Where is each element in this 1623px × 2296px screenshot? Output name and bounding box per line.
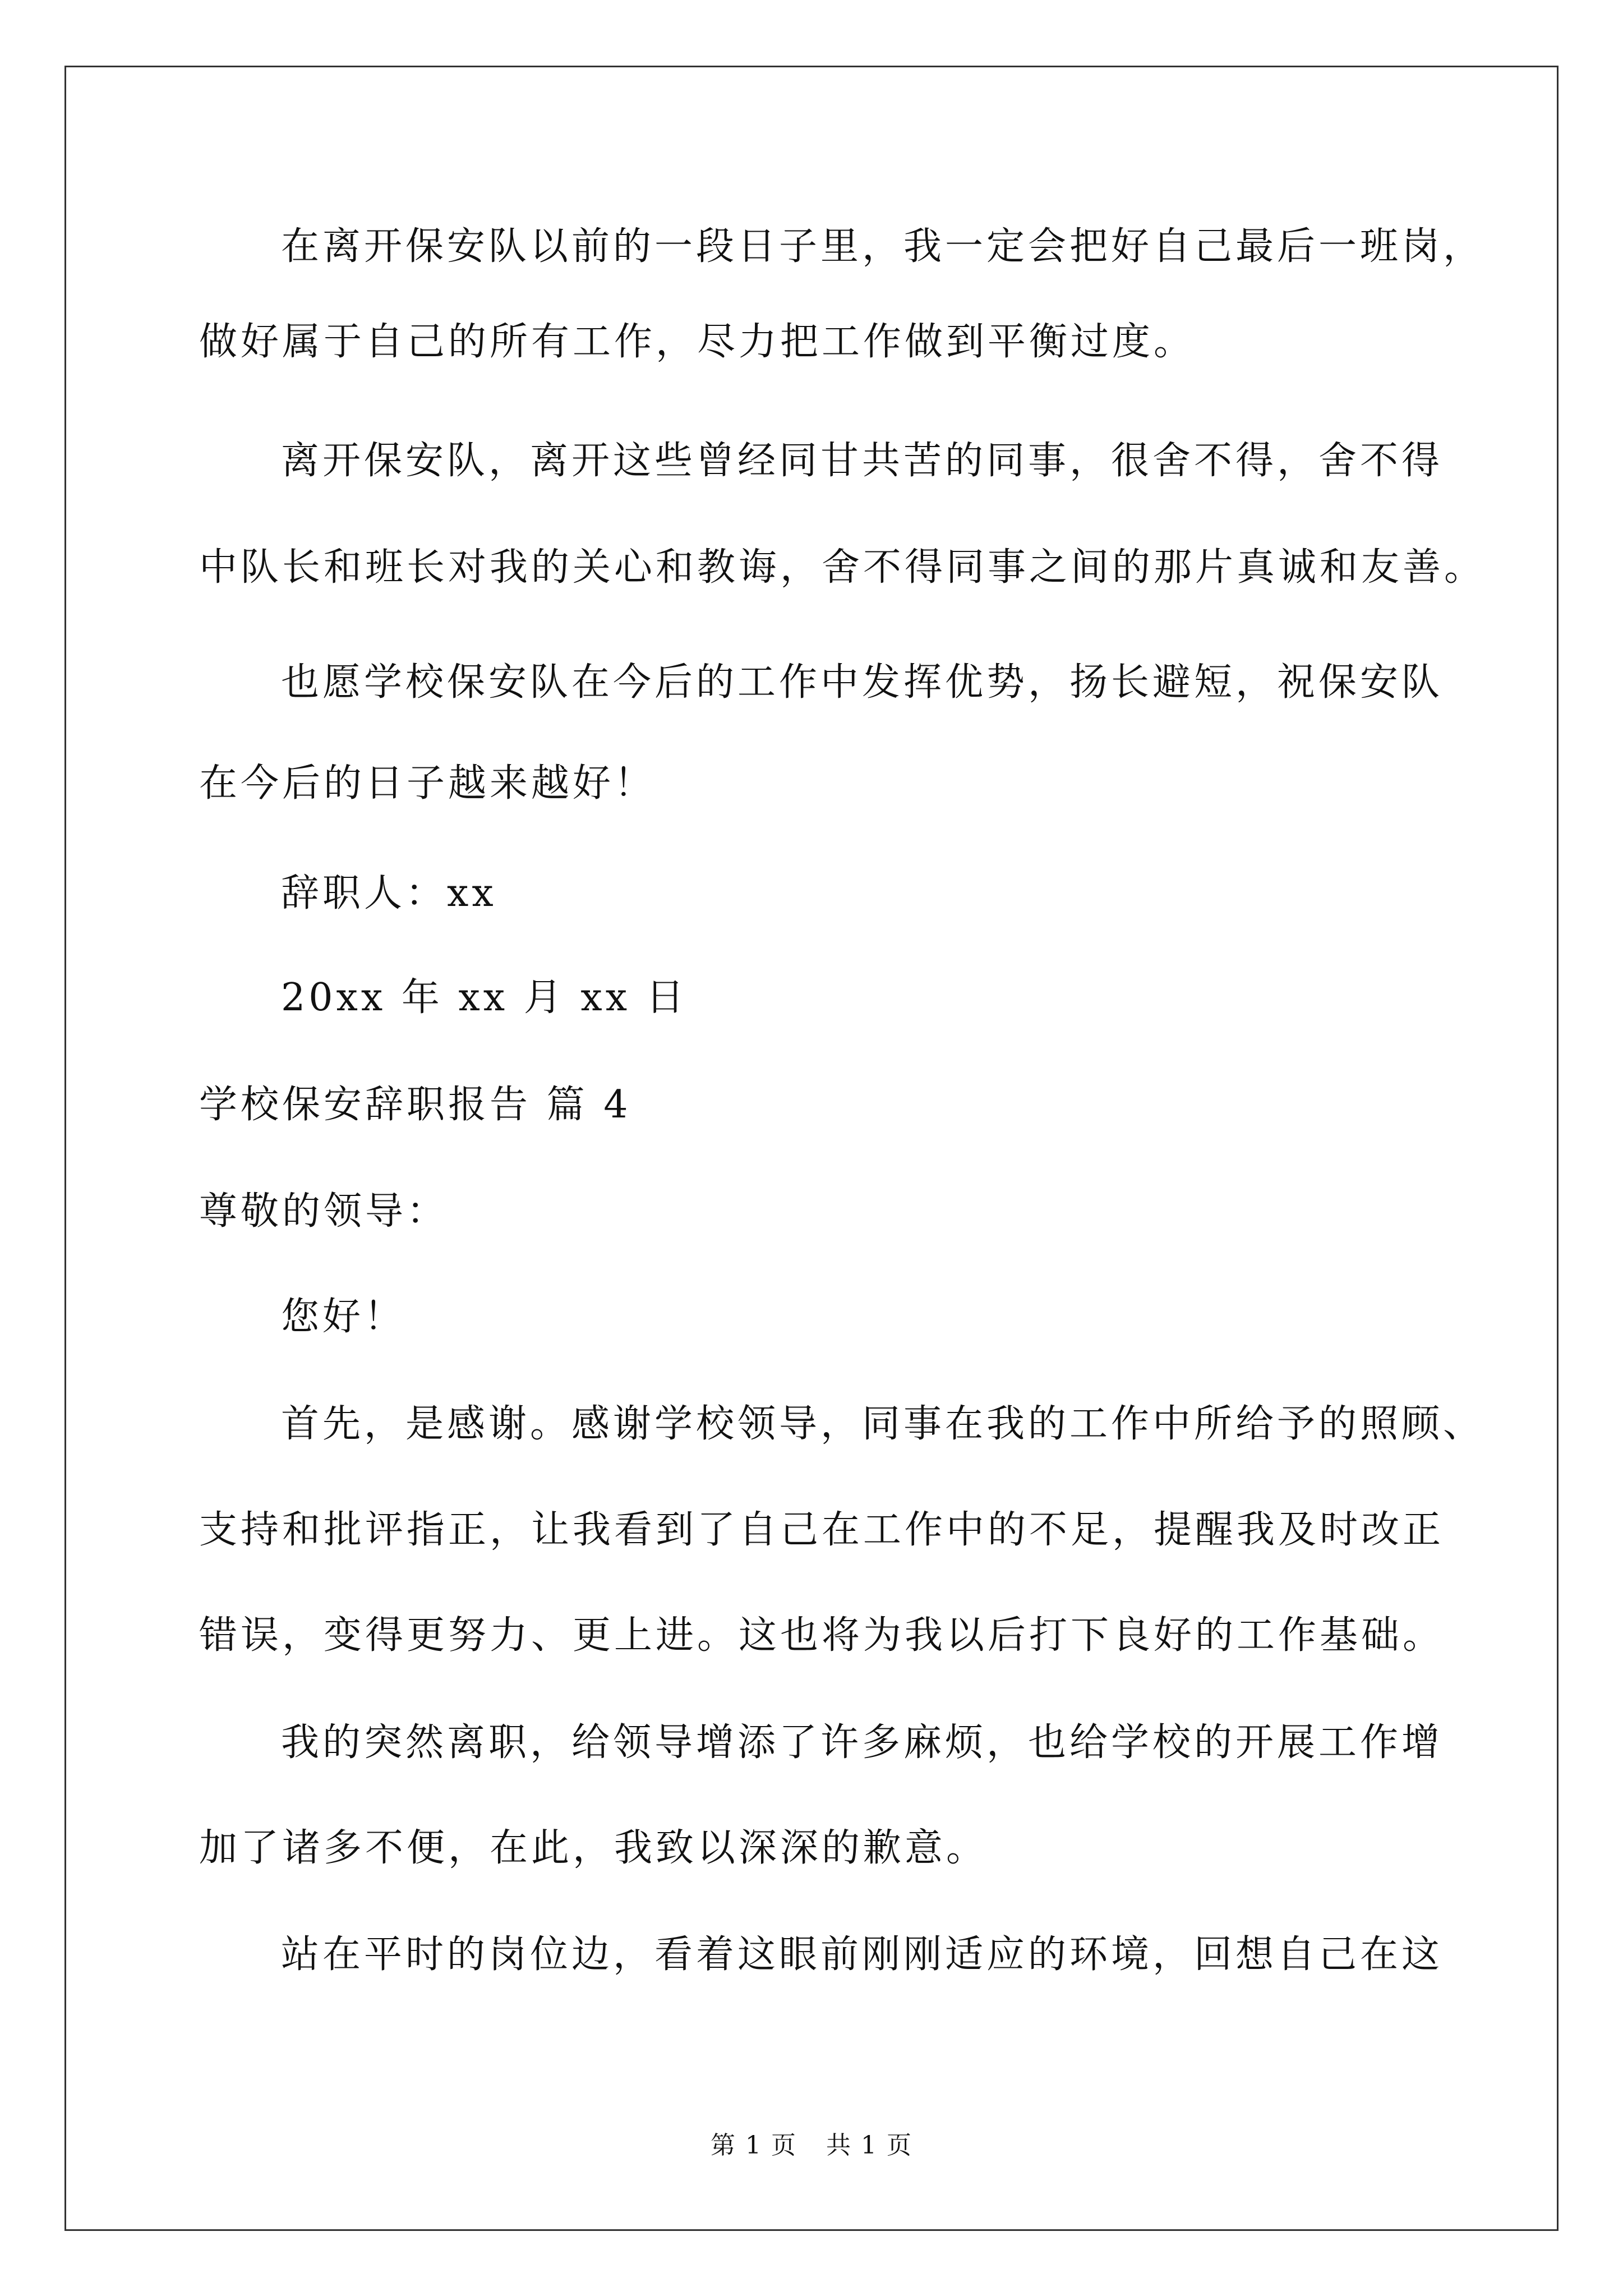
paragraph-line: 错误，变得更努力、更上进。这也将为我以后打下良好的工作基础。 [199,1613,1445,1658]
page-total: 共 1 页 [826,2131,912,2160]
greeting: 您好！ [281,1295,406,1339]
page-border [64,66,1559,2231]
page-number: 第 1 页 [711,2131,797,2160]
paragraph-line: 我的突然离职，给领导增添了许多麻烦，也给学校的开展工作增 [281,1720,1444,1765]
signature-line: 辞职人：xx [281,871,497,915]
page-footer [0,2129,1623,2162]
paragraph-line: 在今后的日子越来越好！ [199,761,656,806]
paragraph-line: 在离开保安队以前的一段日子里，我一定会把好自己最后一班岗， [281,224,1485,269]
paragraph-line: 加了诸多不便，在此，我致以深深的歉意。 [199,1826,988,1870]
paragraph-line: 也愿学校保安队在今后的工作中发挥优势，扬长避短，祝保安队 [281,660,1444,705]
paragraph-line: 首先，是感谢。感谢学校领导，同事在我的工作中所给予的照顾、 [281,1402,1485,1446]
paragraph-line: 站在平时的岗位边，看着这眼前刚刚适应的环境，回想自己在这 [281,1932,1444,1977]
paragraph-line: 支持和批评指正，让我看到了自己在工作中的不足，提醒我及时改正 [199,1508,1445,1552]
paragraph-line: 离开保安队，离开这些曾经同甘共苦的同事，很舍不得，舍不得 [281,439,1444,483]
salutation: 尊敬的领导： [199,1189,449,1234]
paragraph-line: 做好属于自己的所有工作，尽力把工作做到平衡过度。 [199,320,1196,364]
section-heading: 学校保安辞职报告 篇 4 [199,1083,631,1127]
paragraph-line: 中队长和班长对我的关心和教诲，舍不得同事之间的那片真诚和友善。 [199,545,1486,590]
date-line: 20xx 年 xx 月 xx 日 [281,976,688,1020]
